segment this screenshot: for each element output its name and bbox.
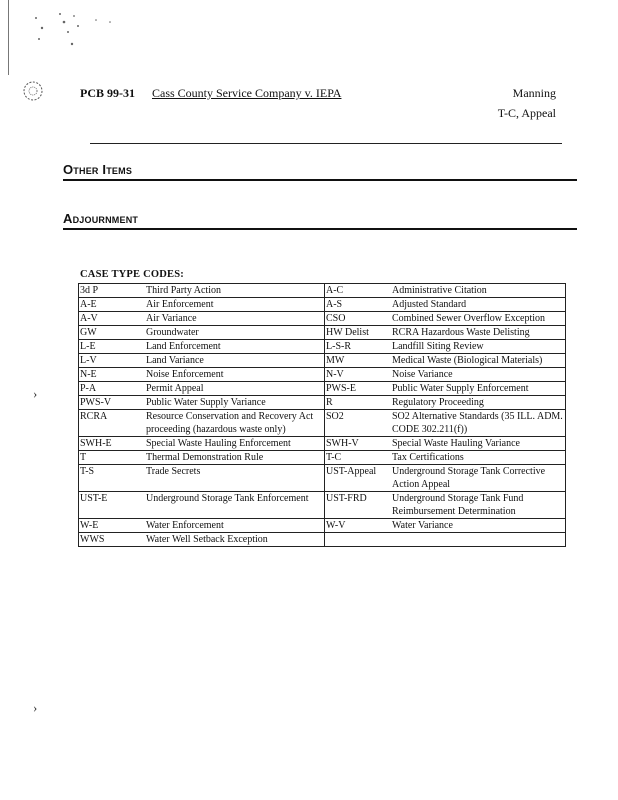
code-cell: RCRA	[79, 410, 146, 437]
code-cell: SO2	[325, 410, 392, 437]
code-cell: MW	[325, 354, 392, 368]
description-cell: Public Water Supply Enforcement	[391, 382, 566, 396]
section-adjournment: Adjournment	[63, 211, 139, 226]
codes-heading: CASE TYPE CODES:	[80, 269, 184, 280]
code-cell: P-A	[79, 382, 146, 396]
scan-edge-line	[8, 0, 9, 75]
table-row	[79, 437, 566, 451]
code-cell: SWH-V	[325, 437, 392, 451]
code-cell: PWS-E	[325, 382, 392, 396]
code-cell: W-V	[325, 519, 392, 533]
code-cell: W-E	[79, 519, 146, 533]
table-row	[79, 533, 566, 547]
section-divider	[63, 179, 577, 181]
description-cell: Noise Variance	[391, 368, 566, 382]
code-cell: GW	[79, 326, 146, 340]
description-cell: Water Variance	[391, 519, 566, 533]
code-cell: N-E	[79, 368, 146, 382]
code-cell: UST-E	[79, 492, 146, 519]
description-cell: Public Water Supply Variance	[145, 396, 325, 410]
table-row	[79, 396, 566, 410]
description-cell: Permit Appeal	[145, 382, 325, 396]
description-cell: Adjusted Standard	[391, 298, 566, 312]
code-cell: A-V	[79, 312, 146, 326]
section-other-items: Other Items	[63, 162, 133, 177]
code-cell: PWS-V	[79, 396, 146, 410]
description-cell: Combined Sewer Overflow Exception	[391, 312, 566, 326]
description-cell: Special Waste Hauling Variance	[391, 437, 566, 451]
description-cell: Medical Waste (Biological Materials)	[391, 354, 566, 368]
code-cell: L-V	[79, 354, 146, 368]
table-row	[79, 354, 566, 368]
description-cell: Water Well Setback Exception	[145, 533, 325, 547]
code-cell	[325, 533, 392, 547]
table-row	[79, 519, 566, 533]
description-cell: Groundwater	[145, 326, 325, 340]
description-cell: Thermal Demonstration Rule	[145, 451, 325, 465]
header-divider	[90, 143, 562, 144]
code-cell: A-S	[325, 298, 392, 312]
description-cell	[391, 533, 566, 547]
code-cell: R	[325, 396, 392, 410]
description-cell: Trade Secrets	[145, 465, 325, 492]
table-row	[79, 492, 566, 519]
code-cell: T-C	[325, 451, 392, 465]
table-row	[79, 284, 566, 298]
code-cell: N-V	[325, 368, 392, 382]
code-cell: CSO	[325, 312, 392, 326]
case-title: Cass County Service Company v. IEPA	[152, 86, 342, 100]
table-row	[79, 298, 566, 312]
description-cell: Air Enforcement	[145, 298, 325, 312]
description-cell: Land Enforcement	[145, 340, 325, 354]
table-row	[79, 312, 566, 326]
description-cell: SO2 Alternative Standards (35 ILL. ADM. CODE 302.211(f))	[391, 410, 566, 437]
case-type: T-C, Appeal	[497, 106, 556, 120]
margin-mark: ›	[33, 700, 38, 715]
table-row	[79, 382, 566, 396]
scan-artifact-marks	[30, 8, 120, 53]
table-row	[79, 465, 566, 492]
description-cell: Underground Storage Tank Enforcement	[145, 492, 325, 519]
description-cell: Tax Certifications	[391, 451, 566, 465]
description-cell: Land Variance	[145, 354, 325, 368]
case-number: PCB 99-31	[80, 86, 135, 100]
description-cell: RCRA Hazardous Waste Delisting	[391, 326, 566, 340]
description-cell: Water Enforcement	[145, 519, 325, 533]
code-cell: UST-Appeal	[325, 465, 392, 492]
board-member: Manning	[512, 86, 556, 100]
code-cell: T-S	[79, 465, 146, 492]
description-cell: Administrative Citation	[391, 284, 566, 298]
code-cell: HW Delist	[325, 326, 392, 340]
code-cell: SWH-E	[79, 437, 146, 451]
code-cell: A-C	[325, 284, 392, 298]
description-cell: Underground Storage Tank Fund Reimbursement Determination	[391, 492, 566, 519]
description-cell: Regulatory Proceeding	[391, 396, 566, 410]
description-cell: Air Variance	[145, 312, 325, 326]
code-cell: UST-FRD	[325, 492, 392, 519]
table-row	[79, 410, 566, 437]
table-row	[79, 340, 566, 354]
description-cell: Resource Conservation and Recovery Act proceeding (hazardous waste only)	[145, 410, 325, 437]
table-row	[79, 368, 566, 382]
description-cell: Special Waste Hauling Enforcement	[145, 437, 325, 451]
description-cell: Landfill Siting Review	[391, 340, 566, 354]
code-cell: 3d P	[79, 284, 146, 298]
table-row	[79, 451, 566, 465]
description-cell: Underground Storage Tank Corrective Action Appeal	[391, 465, 566, 492]
margin-mark: ›	[33, 386, 38, 401]
section-divider	[63, 228, 577, 230]
case-type-codes-table	[78, 283, 566, 547]
code-cell: L-S-R	[325, 340, 392, 354]
code-cell: L-E	[79, 340, 146, 354]
code-cell: T	[79, 451, 146, 465]
description-cell: Third Party Action	[145, 284, 325, 298]
stamp-mark	[22, 80, 44, 102]
description-cell: Noise Enforcement	[145, 368, 325, 382]
code-cell: WWS	[79, 533, 146, 547]
table-row	[79, 326, 566, 340]
code-cell: A-E	[79, 298, 146, 312]
